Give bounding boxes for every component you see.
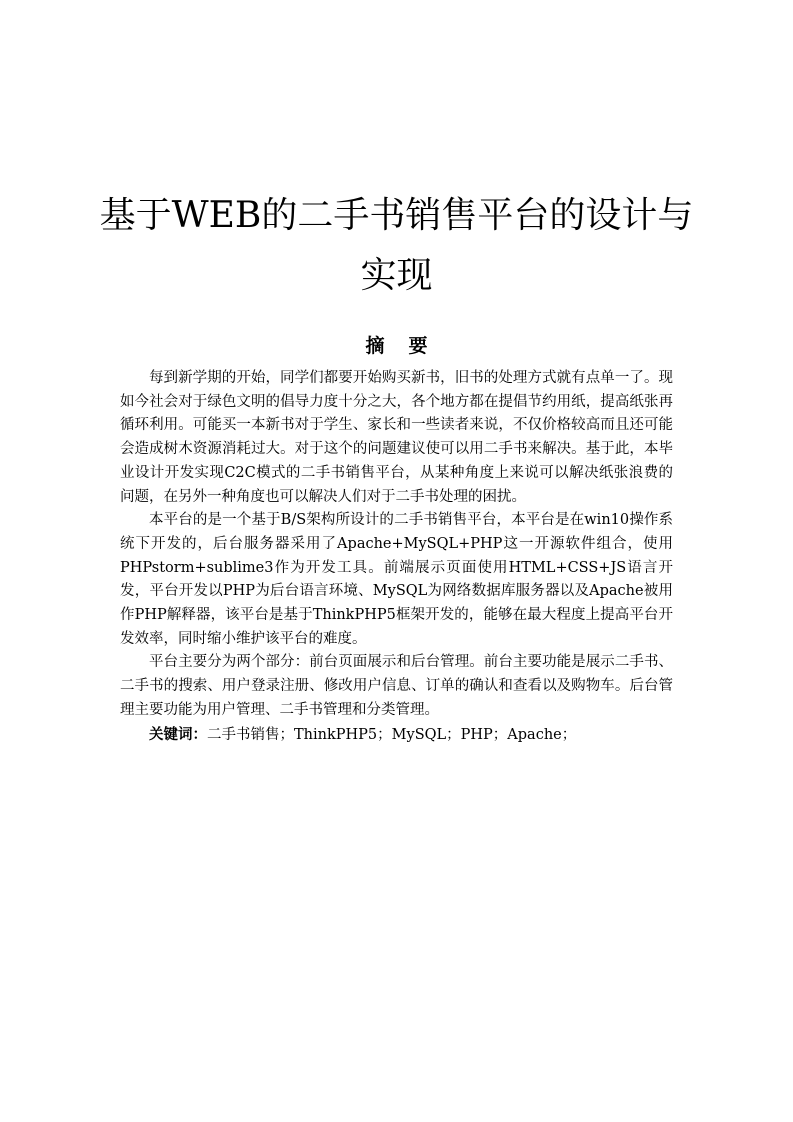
abstract-body: [120, 367, 673, 747]
abstract-paragraph-2: 本平台的是一个基于B/S架构所设计的二手书销售平台，本平台是在win10操作系统下开发的，后台服务器采用了Apache+MySQL+PHP这一开源软件组合，使用PHPstorm+sublime3作为开发工具。前端展示页面使用HTML+CSS+JS语言开发，平台开发以PHP为后台语言环境、MySQL为网络数据库服务器以及Apache被用作PHP解释器，该平台是基于ThinkPHP5框架开发的，能够在最大程度上提高平台开发效率，同时缩小维护该平台的难度。: [120, 512, 673, 647]
abstract-paragraph-1: 每到新学期的开始，同学们都要开始购买新书，旧书的处理方式就有点单一了。现如今社会对于绿色文明的倡导力度十分之大，各个地方都在提倡节约用纸，提高纸张再循环利用。可能买一本新书对于学生、家长和一些读者来说，不仅价格较高而且还可能会造成树木资源消耗过大。对于这个的问题建议使可以用二手书来解决。基于此，本毕业设计开发实现C2C模式的二手书销售平台，从某种角度上来说可以解决纸张浪费的问题，在另外一种角度也可以解决人们对于二手书处理的困扰。: [120, 370, 673, 505]
keywords-text: 二手书销售；ThinkPHP5；MySQL；PHP；Apache；: [207, 726, 577, 743]
keywords-line: [120, 723, 673, 748]
abstract-heading: 摘要: [365, 335, 452, 357]
abstract-paragraph-3: 平台主要分为两个部分：前台页面展示和后台管理。前台主要功能是展示二手书、二手书的搜索、用户登录注册、修改用户信息、订单的确认和查看以及购物车。后台管理主要功能为用户管理、二手书管理和分类管理。: [120, 654, 673, 718]
document-title: 基于WEB的二手书销售平台的设计与实现: [99, 195, 694, 296]
keywords-label: 关键词：: [149, 725, 207, 743]
